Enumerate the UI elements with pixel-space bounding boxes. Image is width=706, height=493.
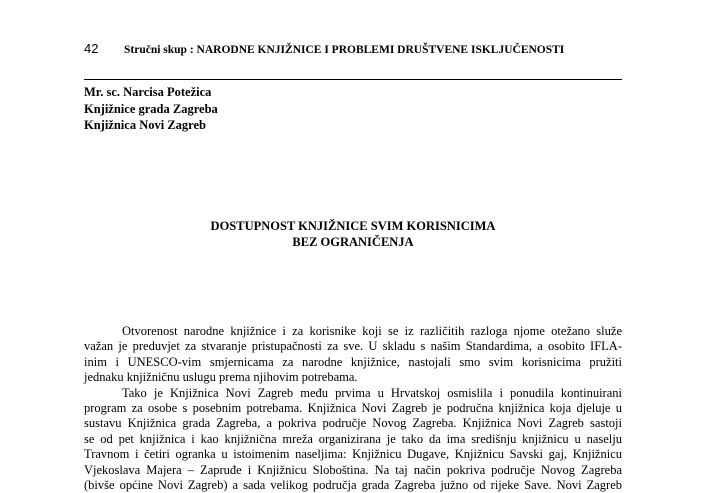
author-name: Mr. sc. Narcisa Potežica (84, 85, 212, 99)
paragraph-2-line-7: (bivše općine Novi Zagreb) a sada velikog područja grada Zagreba južno od rijeke Save. Novi Zagreb (84, 477, 622, 492)
author-affiliation-branch: Knjižnica Novi Zagreb (84, 118, 206, 132)
author-affiliation-organization: Knjižnice grada Zagreba (84, 101, 218, 116)
paragraph-1-line-1: Otvorenost narodne knjižnice i za korisnike koji se iz različitih razloga njome otežano služe (122, 324, 622, 338)
author-block (84, 84, 218, 134)
paragraph-2-line-2: program za osobe s posebnim potrebama. Knjižnica Novi Zagreb je područna knjižnica koja djeluje u (84, 400, 622, 415)
paragraph-1-line-3: inim i UNESCO-vim smjernicama za narodne knjižnice, nastojali smo svim korisnicima pružiti (84, 354, 622, 369)
paragraph-2-line-4: se od pet knjižnica i kao knjižnična mreža organizirana je tako da ima središnju knjižnicu u naselju (84, 431, 622, 446)
header-rule (84, 79, 622, 80)
article-title-line-1: DOSTUPNOST KNJIŽNICE SVIM KORISNICIMA (210, 219, 496, 233)
body-text (84, 324, 622, 493)
page-header (84, 41, 624, 58)
running-head: Stručni skup : NARODNE KNJIŽNICE I PROBLEMI DRUŠTVENE ISKLJUČENOSTI (124, 44, 565, 56)
paragraph-2-line-1: Tako je Knjižnica Novi Zagreb među prvima u Hrvatskoj osmislila i ponudila kontinuirani (122, 385, 622, 400)
paragraph-1-line-2: važan je preduvjet za stvaranje pristupačnosti za sve. U skladu s našim Standardima, a osobito IFLA- (84, 339, 622, 354)
paragraph-2-line-5: Travnom i četiri ogranka u istoimenim naseljima: Knjižnicu Dugave, Knjižnicu Savski gaj, Knjižnicu (84, 447, 622, 462)
paragraph-2-line-3: sustavu Knjižnica grada Zagreba, a pokriva područje Novog Zagreba. Knjižnica Novi Zagreb sastoji (84, 416, 622, 431)
page-number: 42 (84, 41, 99, 56)
paragraph-2-line-6: Vjekoslava Majera – Zapruđe i Knjižnicu Sloboština. Na taj način pokriva područje Novog Zagreba (84, 462, 622, 477)
paragraph-1-line-4: jednaku knjižničnu uslugu prema njihovim potrebama. (84, 370, 358, 385)
article-title (84, 219, 622, 250)
article-title-line-2: BEZ OGRANIČENJA (292, 234, 414, 249)
